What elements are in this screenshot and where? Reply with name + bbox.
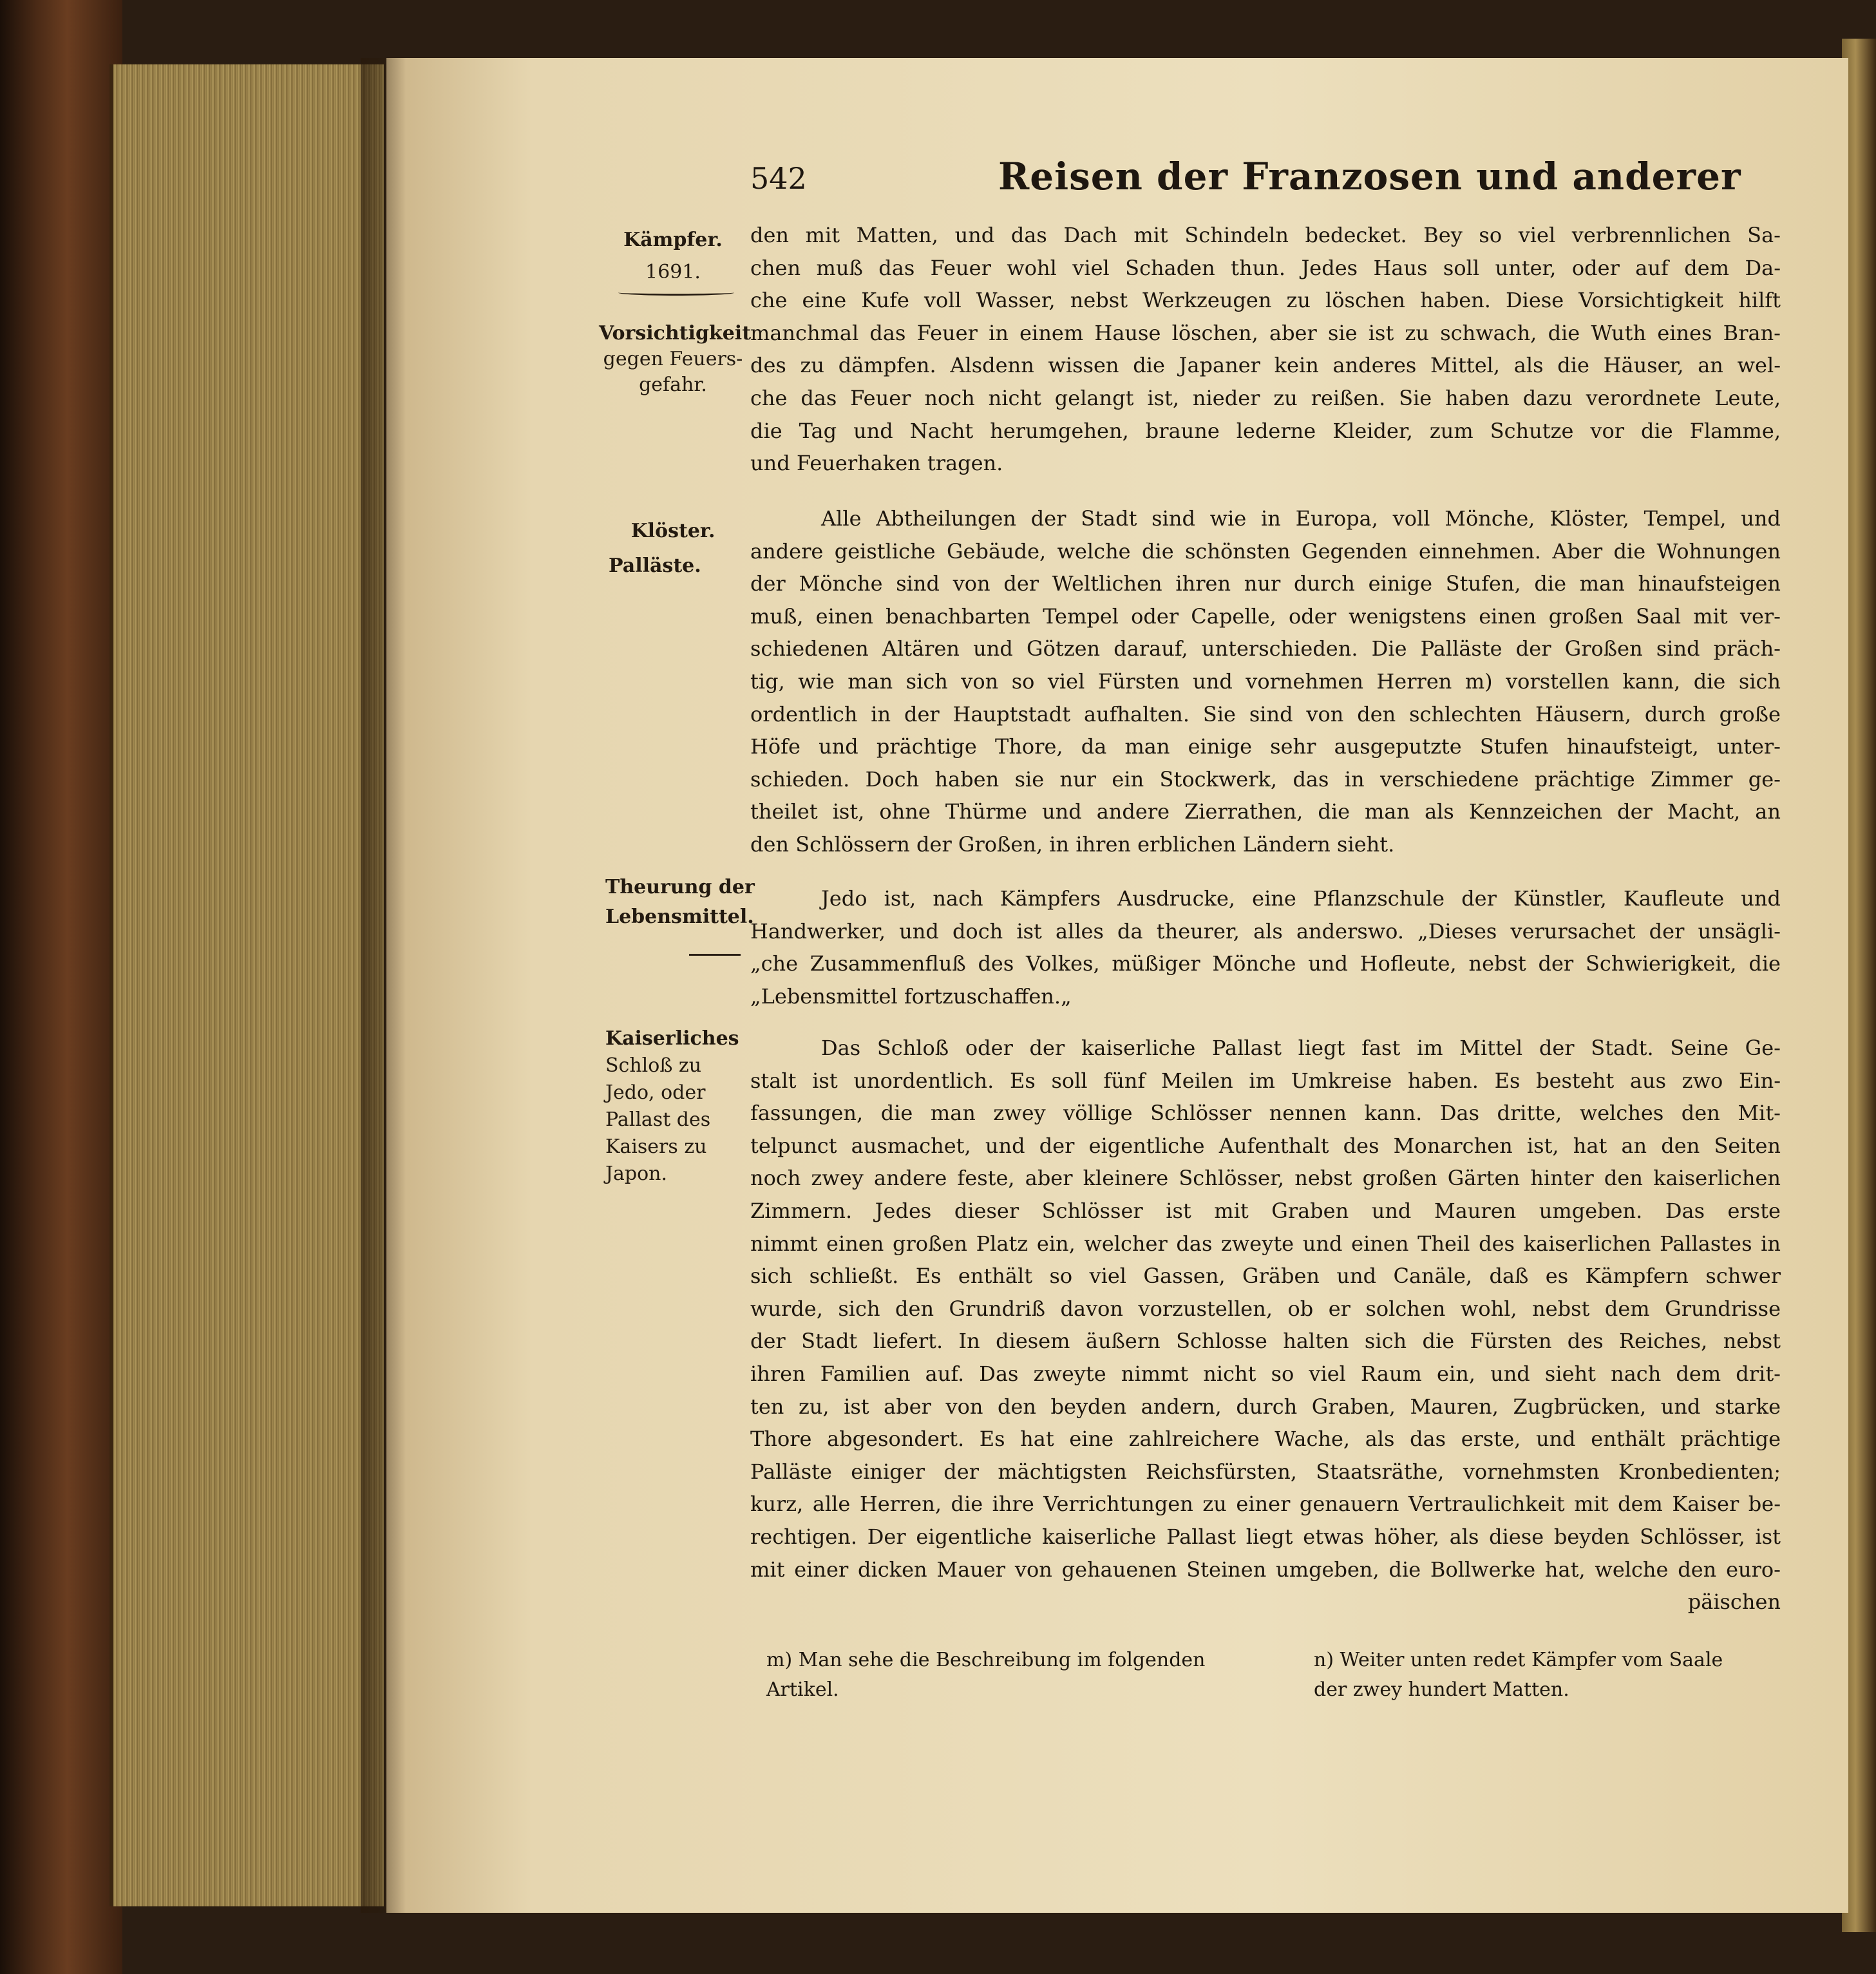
text-line: manchmal das Feuer in einem Hause löschen, aber sie ist zu schwach, die Wuth eines Bran-	[750, 320, 1781, 345]
catchword: päischen	[1687, 1590, 1781, 1615]
margin-theurung-line: Theurung der	[605, 876, 755, 898]
text-line: ihren Familien auf. Das zweyte nimmt nicht so viel Raum ein, und sieht nach dem drit-	[750, 1361, 1781, 1386]
margin-fire-line: gegen Feuers-	[603, 348, 743, 370]
running-head: Reisen der Franzosen und anderer	[998, 155, 1741, 198]
text-line: chen muß das Feuer wohl viel Schaden thun. Jedes Haus soll unter, oder auf dem Da-	[750, 255, 1781, 280]
paragraph-theurung	[750, 882, 1781, 1012]
margin-note-theurung	[605, 873, 753, 932]
footnote-line: der zwey hundert Matten.	[1314, 1678, 1569, 1701]
text-line: Zimmern. Jedes dieser Schlösser ist mit Graben und Mauren umgeben. Das erste	[750, 1198, 1781, 1223]
text-line: che das Feuer noch nicht gelangt ist, nieder zu reißen. Sie haben dazu verordnete Leute,	[750, 385, 1781, 410]
footnote-n	[1314, 1646, 1816, 1705]
margin-author: Kämpfer.	[623, 229, 723, 251]
margin-note-schloss	[605, 1025, 753, 1188]
text-line: nimmt einen großen Platz ein, welcher das zweyte und einen Theil des kaiserlichen Pallastes in	[750, 1231, 1781, 1256]
text-line: wurde, sich den Grundriß davon vorzustellen, ob er solchen wohl, nebst dem Grundrisse	[750, 1296, 1781, 1321]
text-line: kurz, alle Herren, die ihre Verrichtungen zu einer genauern Vertraulichkeit mit dem Kaiser be-	[750, 1492, 1781, 1517]
text-line: und Feuerhaken tragen.	[750, 451, 1003, 476]
text-line: mit einer dicken Mauer von gehauenen Steinen umgeben, die Bollwerke hat, welche den euro-	[750, 1557, 1781, 1582]
book-spine	[0, 0, 122, 1974]
text-line: Thore abgesondert. Es hat eine zahlreichere Wache, als das erste, und enthält prächtige	[750, 1427, 1781, 1452]
margin-note-fire	[599, 321, 752, 398]
margin-schloss-line: Pallast des	[605, 1108, 711, 1131]
margin-kloester: Klöster.	[630, 520, 715, 542]
margin-schloss-line: Jedo, oder	[605, 1081, 706, 1104]
paragraph-fire	[750, 219, 1781, 480]
text-line: die Tag und Nacht herumgehen, braune lederne Kleider, zum Schutze vor die Flamme,	[750, 418, 1781, 443]
text-line: der Stadt liefert. In diesem äußern Schlosse halten sich die Fürsten des Reiches, nebst	[750, 1329, 1781, 1354]
gutter-shadow	[361, 58, 406, 1913]
paragraph-schloss	[750, 1032, 1781, 1618]
text-line: des zu dämpfen. Alsdenn wissen die Japaner kein anderes Mittel, als die Häuser, an wel-	[750, 353, 1781, 378]
margin-fire-line: gefahr.	[639, 374, 707, 396]
margin-note-pallaeste	[609, 532, 737, 582]
text-line: theilet ist, ohne Thürme und andere Zierrathen, die man als Kennzeichen der Macht, an	[750, 799, 1781, 824]
footnote-line: m) Man sehe die Beschreibung im folgenden	[766, 1649, 1206, 1671]
text-line: ten zu, ist aber von den beyden andern, durch Graben, Mauren, Zugbrücken, und starke	[750, 1394, 1781, 1419]
text-line: den Schlössern der Großen, in ihren erblichen Ländern sieht.	[750, 831, 1395, 857]
text-line: che eine Kufe voll Wasser, nebst Werkzeugen zu löschen haben. Diese Vorsichtigkeit hilft	[750, 288, 1781, 313]
text-line: „Lebensmittel fortzuschaffen.„	[750, 983, 1072, 1009]
text-line: andere geistliche Gebäude, welche die schönsten Gegenden einnehmen. Aber die Wohnungen	[750, 538, 1781, 564]
text-line: schiedenen Altären und Götzen darauf, unterschieden. Die Palläste der Großen sind präch-	[750, 636, 1781, 661]
text-line: Höfe und prächtige Thore, da man einige sehr ausgeputzte Stufen hinaufsteigt, unter-	[750, 734, 1781, 759]
text-line: fassungen, die man zwey völlige Schlösser nennen kann. Das dritte, welches den Mit-	[750, 1101, 1781, 1126]
margin-year: 1691.	[645, 261, 701, 283]
text-line: schieden. Doch haben sie nur ein Stockwerk, das in verschiedene prächtige Zimmer ge-	[750, 766, 1781, 792]
text-line: Palläste einiger der mächtigsten Reichsfürsten, Staatsräthe, vornehmsten Kronbedienten;	[750, 1459, 1781, 1484]
text-line: den mit Matten, und das Dach mit Schindeln bedecket. Bey so viel verbrennlichen Sa-	[750, 223, 1781, 247]
margin-schloss-line: Kaiserliches	[605, 1027, 739, 1050]
margin-fire-line: Vorsichtigkeit	[599, 322, 752, 345]
footnote-line: Artikel.	[766, 1678, 839, 1701]
page-edges	[109, 64, 384, 1906]
footnote-m	[766, 1646, 1275, 1705]
margin-schloss-line: Kaisers zu	[605, 1135, 707, 1158]
text-line: Das Schloß oder der kaiserliche Pallast liegt fast im Mittel der Stadt. Seine Ge-	[821, 1036, 1781, 1060]
margin-note-author	[599, 224, 747, 289]
footnote-line: n) Weiter unten redet Kämpfer vom Saale	[1314, 1649, 1723, 1671]
paragraph-kloester	[750, 502, 1781, 861]
margin-pallaeste: Palläste.	[609, 555, 701, 577]
text-line: stalt ist unordentlich. Es soll fünf Meilen im Umkreise haben. Es besteht aus zwo Ein-	[750, 1068, 1781, 1093]
text-line: Alle Abtheilungen der Stadt sind wie in Europa, voll Mönche, Klöster, Tempel, und	[821, 506, 1781, 531]
text-line: „che Zusammenfluß des Volkes, müßiger Mönche und Hofleute, nebst der Schwierigkeit, die	[750, 951, 1781, 976]
text-line: ordentlich in der Hauptstadt aufhalten. Sie sind von den schlechten Häusern, durch große	[750, 701, 1781, 726]
margin-schloss-line: Schloß zu	[605, 1054, 702, 1077]
text-line: der Mönche sind von der Weltlichen ihren nur durch einige Stufen, die man hinaufsteigen	[750, 571, 1781, 596]
text-line: muß, einen benachbarten Tempel oder Capelle, oder wenigstens einen großen Saal mit ver-	[750, 603, 1781, 629]
text-line: Handwerker, und doch ist alles da theurer, als anderswo. „Dieses verursachet der unsägli-	[750, 918, 1781, 944]
margin-rule-short	[689, 950, 741, 956]
text-line: Jedo ist, nach Kämpfers Ausdrucke, eine Pflanzschule der Künstler, Kaufleute und	[821, 886, 1781, 911]
margin-schloss-line: Japon.	[605, 1163, 668, 1185]
page-number: 542	[750, 161, 807, 196]
text-line: telpunct ausmachet, und der eigentliche Aufenthalt des Monarchen ist, hat an den Seiten	[750, 1133, 1781, 1158]
text-line: tig, wie man sich von so viel Fürsten und vornehmen Herren m) vorstellen kann, die sich	[750, 669, 1781, 694]
margin-rule	[618, 290, 734, 296]
margin-theurung-line: Lebensmittel.	[605, 906, 754, 928]
text-line: rechtigen. Der eigentliche kaiserliche Pallast liegt etwas höher, als diese beyden Schlösser, ist	[750, 1524, 1781, 1549]
text-line: noch zwey andere feste, aber kleinere Schlösser, nebst großen Gärten hinter den kaiserlichen	[750, 1166, 1781, 1191]
text-line: sich schließt. Es enthält so viel Gassen, Gräben und Canäle, daß es Kämpfern schwer	[750, 1264, 1781, 1289]
